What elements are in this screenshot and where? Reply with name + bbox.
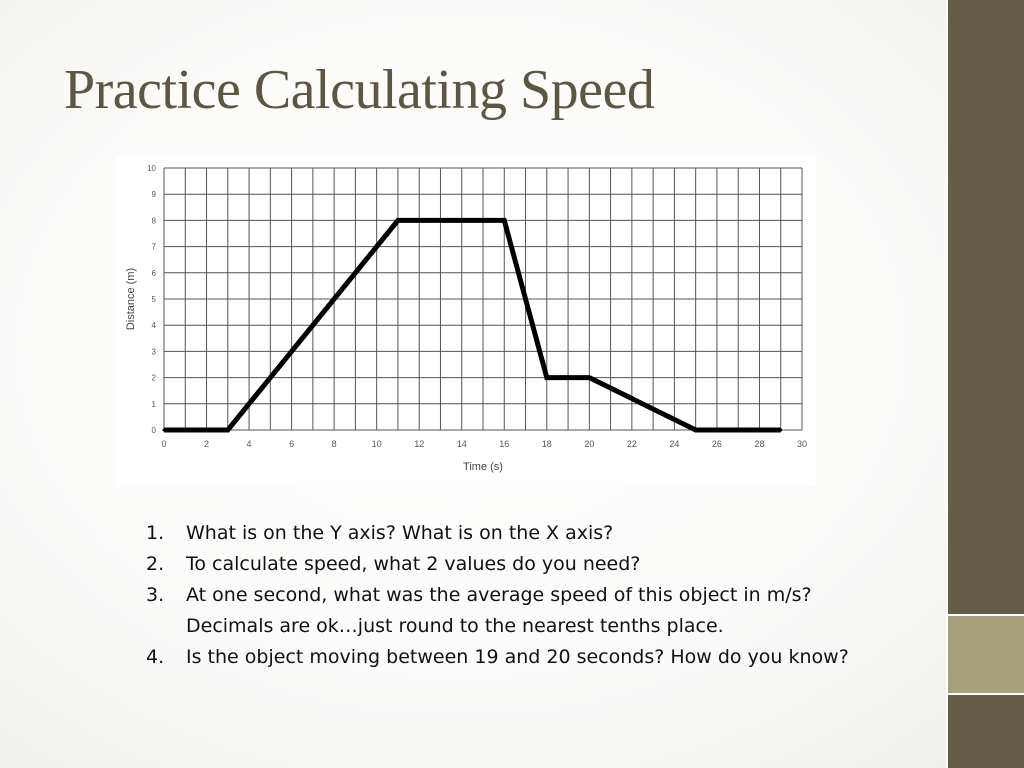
y-axis-label: Distance (m) [125,267,137,331]
question-item [146,580,866,642]
question-text: At one second, what was the average speed of this object in m/s? Decimals are ok…just round to the nearest tenths place. [186,584,812,637]
x-tick-label: 6 [289,439,295,449]
data-point [545,376,548,379]
question-item [146,549,866,580]
question-text: To calculate speed, what 2 values do you need? [186,553,641,575]
question-item [146,642,866,673]
x-axis-label: Time (s) [463,461,503,473]
data-point [503,219,506,222]
question-number: 1. [146,522,165,544]
x-tick-label: 30 [796,439,808,449]
x-tick-label: 18 [541,439,552,449]
x-tick-label: 0 [161,439,167,449]
question-text: Is the object moving between 19 and 20 seconds? How do you know? [186,646,849,668]
x-tick-label: 14 [456,439,467,449]
x-tick-label: 16 [499,439,510,449]
x-tick-label: 12 [414,439,425,449]
distance-time-chart [116,156,816,486]
data-point [396,219,399,222]
y-tick-label: 4 [151,321,156,331]
question-number: 2. [146,553,165,575]
question-list [146,518,866,673]
y-tick-label: 3 [151,347,156,357]
x-tick-label: 10 [371,439,382,449]
sidebar-accent-block [948,614,1024,695]
x-tick-label: 24 [669,439,680,449]
x-tick-label: 22 [626,439,637,449]
y-tick-label: 8 [151,216,156,226]
question-number: 4. [146,646,165,668]
data-point [694,429,697,432]
y-tick-label: 10 [147,164,156,173]
slide-title: Practice Calculating Speed [64,59,655,121]
data-point [226,429,229,432]
data-point [163,429,166,432]
y-tick-label: 7 [151,242,156,252]
x-tick-label: 4 [246,439,252,449]
y-tick-label: 1 [151,399,156,409]
data-point [779,429,782,432]
x-tick-label: 8 [331,439,337,449]
y-tick-label: 2 [151,373,156,383]
x-tick-label: 2 [204,439,210,449]
x-tick-label: 20 [584,439,595,449]
y-tick-label: 6 [151,268,156,278]
y-tick-label: 0 [151,426,156,435]
question-item [146,518,866,549]
chart-svg [116,156,816,486]
question-number: 3. [146,584,165,606]
question-text: What is on the Y axis? What is on the X axis? [186,522,614,544]
data-point [588,376,591,379]
y-tick-label: 5 [151,295,156,304]
x-tick-label: 28 [754,439,765,449]
y-tick-label: 9 [151,190,156,200]
x-tick-label: 26 [711,439,722,449]
sidebar-decoration [946,0,1024,768]
